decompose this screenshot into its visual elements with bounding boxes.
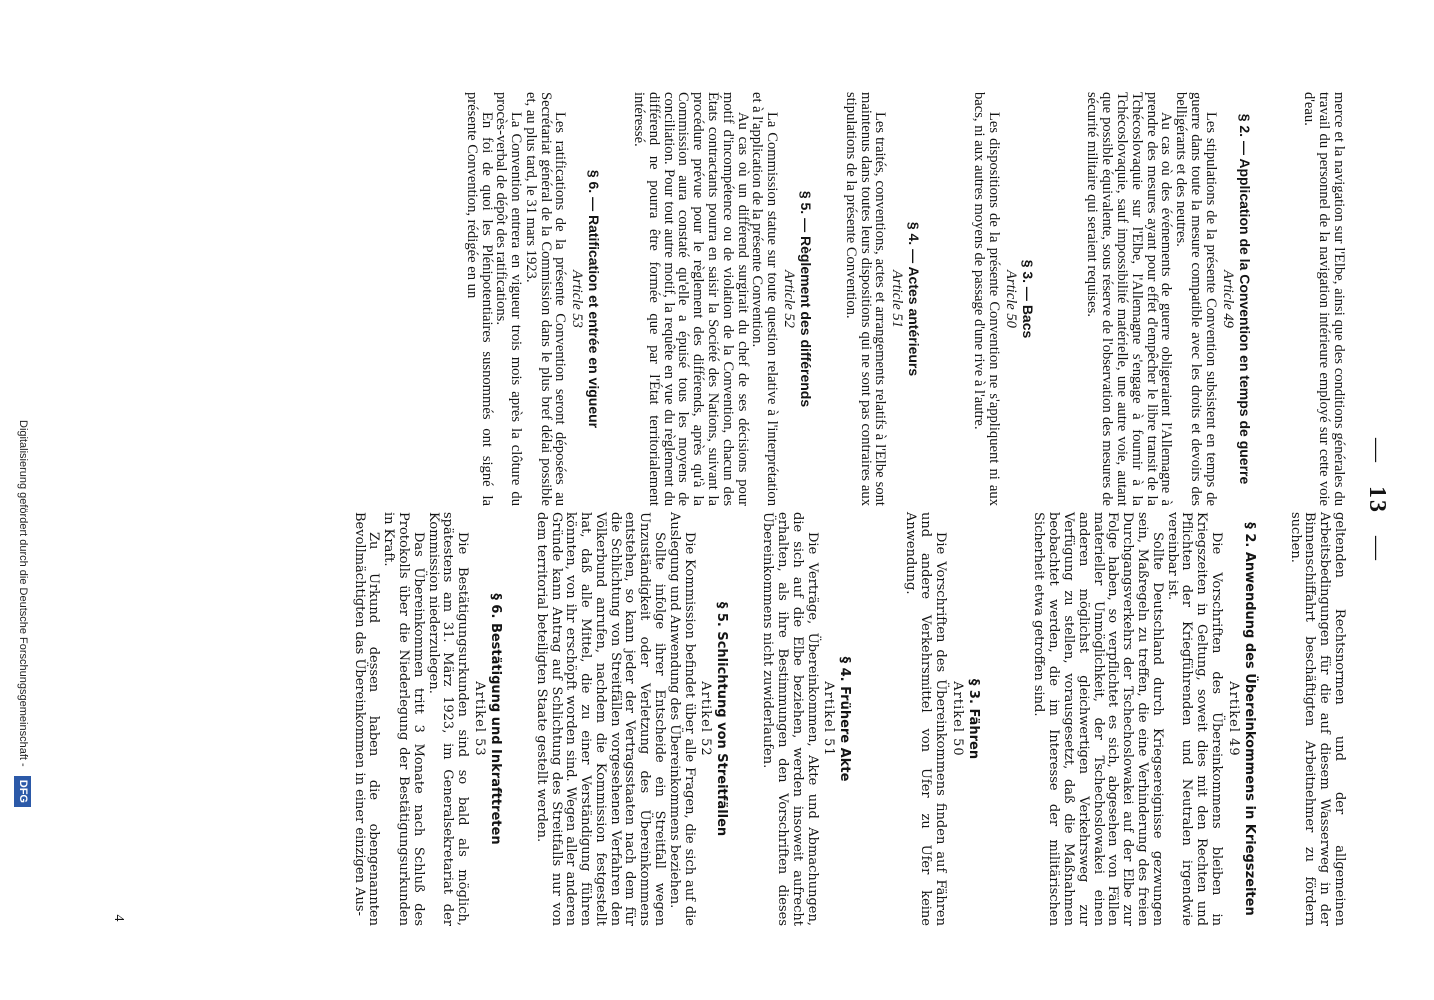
de-artikel-50: Artikel 50 — [949, 681, 965, 757]
de-section-4-heading: § 4. Frühere Akte — [837, 656, 853, 782]
footnote-mark: 4 — [111, 914, 126, 922]
de-art49-para1: Die Vorschriften des Übereinkommens bleiben in Kriegszeiten in Geltung, soweit dies mit den Rechten und Pflichten der Kriegführenden und Neutralen irgendwie vereinbar ist. — [1164, 512, 1225, 926]
fr-art52-para2: Au cas où un différend surgirait du chef de ses décisions pour motif d'incompétence ou de violation de la Convention, chacun des États contractants pourra en saisir la Société des Nations, suivant la procédure prévue pour le règlement des différends, après qu'à la Commission aura constaté qu'elle a épuisé tous les moyens de conciliation. Pour tout autre motif, la requête en vue du règlement du différend ne pourra être formée que par l'État territorialement intéressé. — [631, 92, 751, 506]
fr-art49-para2: Au cas où des événements de guerre obligeraient l'Allemagne à prendre des mesures ayant pour effet d'empêcher le libre transit de la Tchécoslovaquie sur l'Elbe, l'Allemagne s'engage à fournir à la Tchécoslovaquie, sauf impossibilité matérielle, une autre voie, autant que possible équivalente, sous réserve de l'observation des mesures de sécurité militaire qui seraient requises. — [1084, 92, 1175, 506]
fr-art51-para1: Les traités, conventions, actes et arrangements relatifs à l'Elbe sont maintenus dans toutes leurs dispositions qui ne sont pas contraires aux stipulations de la présente Convention. — [842, 92, 889, 506]
fr-article-50: Article 50 — [1002, 270, 1019, 328]
french-column — [464, 92, 1346, 506]
fr-art53-para3: En foi de quoi les Plénipotentiaires susnommés ont signé la présente Convention, rédigée en un — [463, 92, 495, 506]
fr-section-3-heading: § 3. — Bacs — [1019, 259, 1036, 339]
fr-art53-para2: La Convention entrera en vigueur trois mois après la clôture du procès-verbal de dépôt des ratifications. — [493, 92, 525, 506]
fr-art53-para1: Les ratifications de la présente Convention seront déposées au Secrétariat général de la Commission dans le plus bref délai possible et, au plus tard, le 31 mars 1923. — [522, 92, 569, 506]
de-art49-para2: Sollte Deutschland durch Kriegsereignisse gezwungen sein, Maßregeln zu treffen, die eine Verhinderung des freien Durchgangsverkehrs der Tschechoslowakei auf der Elbe zur Folge haben, so verpflichtet es sich, abgesehen von Fällen materieller Unmöglichkeit, der Tschechoslowakei einen anderen möglichst gleichwertigen Verkehrsweg zur Verfügung zu stellen, vorausgesetzt, daß die Maßnahmen beobachtet werden, die im Interesse der militärischen Sicherheit etwa getroffen sind. — [1031, 512, 1165, 926]
fr-art49-para1: Les stipulations de la présente Convention subsistent en temps de guerre dans toute la mesure compatible avec les droits et devoirs des belligérants et des neutres. — [1173, 92, 1219, 506]
de-artikel-53: Artikel 53 — [471, 681, 487, 757]
digitization-separator: - — [17, 759, 29, 770]
french-intro: merce et la navigation sur l'Elbe, ainsi que des conditions générales du travail du personnel de la navigation intérieure employé sur cette voie d'eau. — [1301, 92, 1347, 506]
de-section-5-heading: § 5. Schlichtung von Streitfällen — [714, 601, 730, 837]
header-dash-left: — — [1364, 438, 1390, 464]
de-section-6-heading: § 6. Bestätigung und Inkrafttreten — [487, 593, 503, 845]
fr-article-52: Article 52 — [781, 270, 798, 328]
de-artikel-49: Artikel 49 — [1225, 681, 1241, 757]
german-intro: geltenden Rechtsnormen und der allgemeinen Arbeitsbedingungen für die auf diesem Wasserweg in der Binnenschiffahrt beschäftigten Arbeitnehmer zu fördern suchen. — [1287, 512, 1347, 926]
de-art52-para2: Sollte infolge ihrer Entscheide ein Streitfall wegen Unzuständigkeit oder Verletzung des Übereinkommens entstehen, so kann jeder der Vertragsstaaten nach dem für die Schlichtung von Streitfällen vorgesehenen Verfahren den Völkerbund anrufen, nachdem die Kommission festgestellt hat, daß alle Mittel, die zu einer Verständigung führen könnten, von ihr erschöpft worden sind. Wegen aller anderen Gründe kann Antrag auf Schlichtung des Streitfalls nur von dem territorial beteiligten Staate gestellt werden. — [533, 512, 668, 926]
digitization-note — [10, 420, 36, 1000]
digitization-text: Digitalisierung gefördert durch die Deutsche Forschungsgemeinschaft — [17, 420, 29, 760]
german-column — [351, 512, 1346, 926]
page-number: 13 — [1364, 486, 1390, 514]
fr-art52-para1: La Commission statue sur toute question relative à l'interprétation et à l'application de la présente Convention. — [749, 92, 781, 506]
de-art53-para1: Die Bestätigungsurkunden sind so bald als möglich, spätestens am 31. März 1923, im Generalsekretariat der Kommission niederzulegen. — [425, 512, 471, 926]
fr-section-5-heading: § 5. — Règlement des différends — [798, 190, 815, 408]
de-art53-para2: Das Übereinkommen tritt 3 Monate nach Schluß des Protokolls über die Niederlegung der Bestätigungsurkunden in Kraft. — [381, 512, 426, 926]
de-artikel-52: Artikel 52 — [698, 681, 714, 757]
fr-section-4-heading: § 4. — Actes antérieurs — [906, 221, 923, 377]
de-art52-para1: Die Kommission befindet über alle Fragen, die sich auf die Auslegung und Anwendung des Übereinkommens beziehen. — [666, 512, 697, 926]
fr-section-6-heading: § 6. — Ratification et entrée en vigueur — [586, 169, 603, 429]
fr-article-49: Article 49 — [1219, 270, 1236, 328]
dfg-logo: DFG — [14, 776, 31, 807]
header-dash-right: — — [1364, 536, 1390, 562]
de-art51-para1: Die Verträge, Übereinkommen, Akte und Abmachungen, die sich auf die Elbe beziehen, werden insoweit aufrecht erhalten, als ihre Bestimmungen den Vorschriften dieses Übereinkommens nicht zuwiderlaufen. — [760, 512, 820, 926]
fr-article-53: Article 53 — [569, 270, 586, 328]
page-header — [1363, 0, 1390, 1000]
de-art50-para1: Die Vorschriften des Übereinkommens finden auf Fähren und andere Verkehrsmittel von Ufer zu Ufer keine Anwendung. — [903, 512, 948, 926]
de-art53-para3: Zu Urkund dessen haben die obengenannten Bevollmächtigten das Übereinkommen in einer einzigen Aus- — [351, 512, 382, 926]
fr-section-2-heading: § 2. — Application de la Convention en temps de guerre — [1236, 113, 1253, 485]
de-section-3-heading: § 3. Fähren — [965, 678, 981, 760]
fr-art50-para1: Les dispositions de la présente Convention ne s'appliquent ni aux bacs, ni aux autres moyens de passage d'une rive à l'autre. — [971, 92, 1002, 506]
de-section-2-heading: § 2. Anwendung des Übereinkommens in Kriegszeiten — [1241, 522, 1257, 916]
de-artikel-51: Artikel 51 — [821, 681, 837, 757]
fr-article-51: Article 51 — [889, 270, 906, 328]
